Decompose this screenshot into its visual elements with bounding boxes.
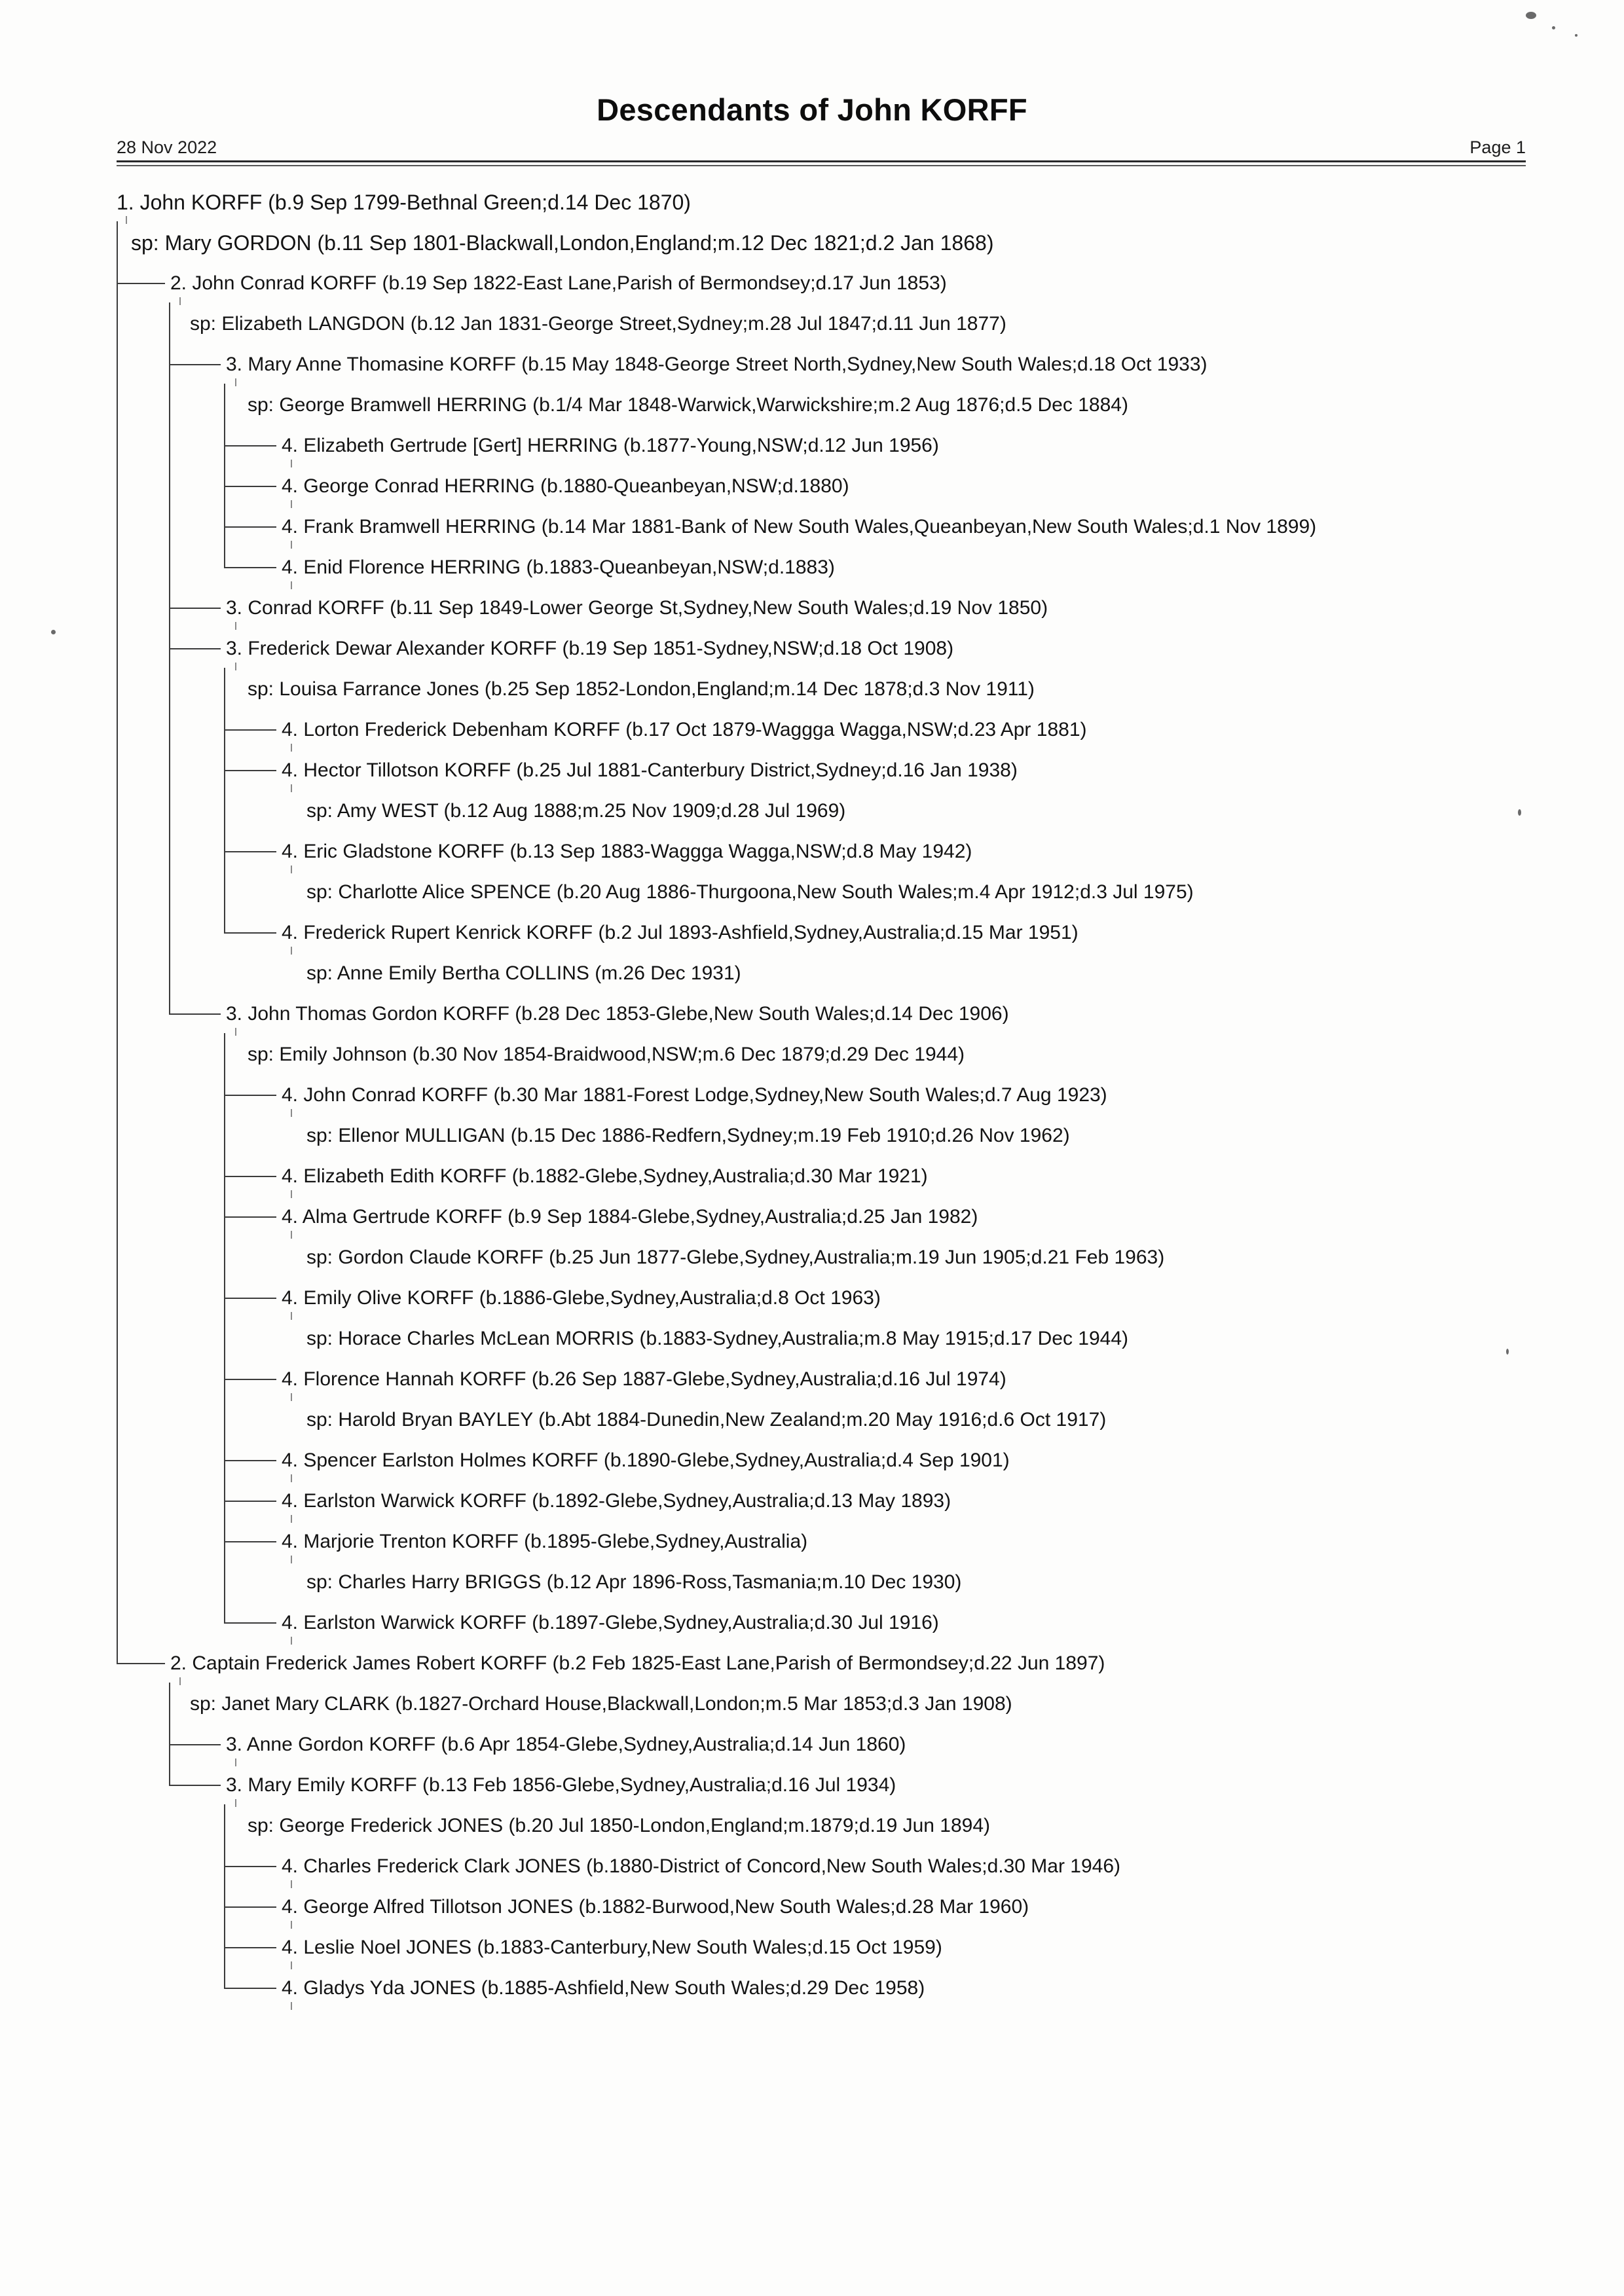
- person-entry: [0, 630, 1624, 670]
- person-entry: [0, 833, 1624, 873]
- entry-label: 3. Frederick Dewar Alexander KORFF (b.19 Sep 1851-Sydney,NSW;d.18 Oct 1908): [226, 638, 954, 659]
- spouse-entry: [0, 670, 1624, 711]
- person-entry: [0, 427, 1624, 467]
- spouse-entry: [0, 1117, 1624, 1157]
- entry-label: 3. John Thomas Gordon KORFF (b.28 Dec 1853-Glebe,New South Wales;d.14 Dec 1906): [226, 1003, 1009, 1025]
- tree-connector-vertical: [169, 1683, 170, 1785]
- tree-connector-vertical: [117, 221, 118, 1663]
- person-entry: [0, 1888, 1624, 1929]
- entry-tick-mark: [291, 1231, 292, 1239]
- tree-connector-vertical: [224, 384, 225, 567]
- entry-label: 4. George Alfred Tillotson JONES (b.1882-Burwood,New South Wales;d.28 Mar 1960): [282, 1896, 1029, 1918]
- tree-connector-tick: [117, 1663, 165, 1664]
- entry-label: 1. John KORFF (b.9 Sep 1799-Bethnal Green;d.14 Dec 1870): [117, 191, 691, 214]
- person-entry: [0, 1279, 1624, 1320]
- tree-connector-tick: [224, 1988, 276, 1989]
- header-divider: [117, 160, 1526, 162]
- tree-connector-tick: [224, 851, 276, 852]
- entry-label: sp: Elizabeth LANGDON (b.12 Jan 1831-George Street,Sydney;m.28 Jul 1847;d.11 Jun 1877): [190, 313, 1006, 335]
- entry-tick-mark: [291, 1556, 292, 1563]
- tree-connector-tick: [224, 526, 276, 528]
- entry-label: sp: Charles Harry BRIGGS (b.12 Apr 1896-Ross,Tasmania;m.10 Dec 1930): [306, 1571, 962, 1593]
- entry-label: sp: George Frederick JONES (b.20 Jul 1850-London,England;m.1879;d.19 Jun 1894): [248, 1815, 991, 1836]
- person-entry: [0, 1726, 1624, 1766]
- entry-label: 4. Leslie Noel JONES (b.1883-Canterbury,New South Wales;d.15 Oct 1959): [282, 1937, 942, 1958]
- header-meta: [117, 137, 1526, 164]
- entry-tick-mark: [291, 1921, 292, 1929]
- entry-label: sp: Emily Johnson (b.30 Nov 1854-Braidwood,NSW;m.6 Dec 1879;d.29 Dec 1944): [248, 1044, 965, 1065]
- person-entry: [0, 1929, 1624, 1969]
- tree-connector-tick: [224, 1460, 276, 1461]
- entry-label: 4. Marjorie Trenton KORFF (b.1895-Glebe,Sydney,Australia): [282, 1531, 808, 1552]
- tree-connector-vertical: [224, 668, 225, 932]
- tree-connector-tick: [169, 648, 221, 649]
- entry-label: 3. Anne Gordon KORFF (b.6 Apr 1854-Glebe,Sydney,Australia;d.14 Jun 1860): [226, 1734, 906, 1755]
- person-entry: [0, 1604, 1624, 1645]
- entry-tick-mark: [291, 1190, 292, 1198]
- tree-connector-vertical: [224, 1804, 225, 1988]
- entry-label: 4. John Conrad KORFF (b.30 Mar 1881-Forest Lodge,Sydney,New South Wales;d.7 Aug 1923): [282, 1084, 1107, 1106]
- entry-tick-mark: [291, 1637, 292, 1645]
- tree-connector-tick: [117, 283, 165, 284]
- spouse-entry: [0, 1563, 1624, 1604]
- tree-connector-tick: [224, 1906, 276, 1908]
- tree-connector-tick: [224, 932, 276, 934]
- person-entry: [0, 346, 1624, 386]
- tree-connector-tick: [224, 1947, 276, 1948]
- entry-tick-mark: [126, 216, 127, 224]
- header-divider-secondary: [117, 165, 1526, 166]
- entry-tick-mark: [235, 622, 236, 630]
- tree-connector-tick: [224, 729, 276, 731]
- person-entry: [0, 1157, 1624, 1198]
- entry-label: sp: Charlotte Alice SPENCE (b.20 Aug 1886-Thurgoona,New South Wales;m.4 Apr 1912;d.3 Jul 1975): [306, 881, 1194, 903]
- entry-tick-mark: [291, 460, 292, 467]
- person-entry: [0, 1360, 1624, 1401]
- scan-speck: [1526, 12, 1536, 19]
- entry-label: 4. George Conrad HERRING (b.1880-Queanbeyan,NSW;d.1880): [282, 475, 849, 497]
- tree-connector-tick: [224, 486, 276, 487]
- entry-label: 4. Frederick Rupert Kenrick KORFF (b.2 Jul 1893-Ashfield,Sydney,Australia;d.15 Mar 1951): [282, 922, 1079, 943]
- person-entry: [0, 508, 1624, 549]
- spouse-entry: [0, 305, 1624, 346]
- entry-tick-mark: [291, 500, 292, 508]
- entry-label: sp: George Bramwell HERRING (b.1/4 Mar 1848-Warwick,Warwickshire;m.2 Aug 1876;d.5 Dec 1884): [248, 394, 1128, 416]
- tree-connector-tick: [224, 1379, 276, 1380]
- person-entry: [0, 914, 1624, 955]
- entry-tick-mark: [235, 1799, 236, 1807]
- entry-label: 2. John Conrad KORFF (b.19 Sep 1822-East Lane,Parish of Bermondsey;d.17 Jun 1853): [170, 272, 947, 294]
- tree-connector-tick: [169, 608, 221, 609]
- entry-label: sp: Anne Emily Bertha COLLINS (m.26 Dec 1931): [306, 962, 741, 984]
- entry-tick-mark: [235, 1758, 236, 1766]
- entry-label: sp: Gordon Claude KORFF (b.25 Jun 1877-Glebe,Sydney,Australia;m.19 Jun 1905;d.21 Feb 1963): [306, 1247, 1165, 1268]
- spouse-entry: [0, 1685, 1624, 1726]
- entry-label: sp: Mary GORDON (b.11 Sep 1801-Blackwall,London,England;m.12 Dec 1821;d.2 Jan 1868): [131, 231, 994, 255]
- person-entry: [0, 1482, 1624, 1523]
- tree-connector-tick: [224, 1622, 276, 1624]
- person-entry: [0, 995, 1624, 1036]
- spouse-entry: [0, 1239, 1624, 1279]
- entry-label: 4. Gladys Yda JONES (b.1885-Ashfield,New South Wales;d.29 Dec 1958): [282, 1977, 925, 1999]
- person-entry: [0, 1766, 1624, 1807]
- entry-tick-mark: [235, 1028, 236, 1036]
- entry-label: 4. Eric Gladstone KORFF (b.13 Sep 1883-Waggga Wagga,NSW;d.8 May 1942): [282, 841, 972, 862]
- entry-label: 4. Emily Olive KORFF (b.1886-Glebe,Sydney,Australia;d.8 Oct 1963): [282, 1287, 881, 1309]
- person-entry: [0, 183, 1624, 224]
- entry-label: 4. Charles Frederick Clark JONES (b.1880-District of Concord,New South Wales;d.30 Mar 1946): [282, 1855, 1121, 1877]
- spouse-entry: [0, 224, 1624, 264]
- entry-label: 4. Hector Tillotson KORFF (b.25 Jul 1881-Canterbury District,Sydney;d.16 Jan 1938): [282, 759, 1018, 781]
- scan-speck: [1575, 34, 1578, 37]
- entry-label: 4. Frank Bramwell HERRING (b.14 Mar 1881-Bank of New South Wales,Queanbeyan,New South Wales;d.1 Nov 1899): [282, 516, 1317, 538]
- entry-tick-mark: [235, 378, 236, 386]
- person-entry: [0, 1848, 1624, 1888]
- scan-speck: [1506, 1349, 1509, 1355]
- tree-connector-tick: [169, 1744, 221, 1745]
- entry-tick-mark: [179, 1677, 181, 1685]
- entry-label: 4. Spencer Earlston Holmes KORFF (b.1890-Glebe,Sydney,Australia;d.4 Sep 1901): [282, 1449, 1010, 1471]
- person-entry: [0, 1969, 1624, 2010]
- entry-tick-mark: [291, 947, 292, 955]
- entry-label: 4. Elizabeth Gertrude [Gert] HERRING (b.1877-Young,NSW;d.12 Jun 1956): [282, 435, 939, 456]
- spouse-entry: [0, 1036, 1624, 1076]
- person-entry: [0, 1523, 1624, 1563]
- entry-label: 4. Alma Gertrude KORFF (b.9 Sep 1884-Glebe,Sydney,Australia;d.25 Jan 1982): [282, 1206, 978, 1228]
- spouse-entry: [0, 955, 1624, 995]
- entry-label: sp: Amy WEST (b.12 Aug 1888;m.25 Nov 1909;d.28 Jul 1969): [306, 800, 846, 822]
- person-entry: [0, 711, 1624, 752]
- entry-label: 4. Florence Hannah KORFF (b.26 Sep 1887-Glebe,Sydney,Australia;d.16 Jul 1974): [282, 1368, 1006, 1390]
- tree-connector-tick: [224, 567, 276, 568]
- entry-tick-mark: [291, 2002, 292, 2010]
- tree-connector-tick: [169, 1785, 221, 1786]
- entry-label: sp: Louisa Farrance Jones (b.25 Sep 1852-London,England;m.14 Dec 1878;d.3 Nov 1911): [248, 678, 1035, 700]
- entry-label: 3. Mary Anne Thomasine KORFF (b.15 May 1848-George Street North,Sydney,New South Wales;d.18 Oct 1933): [226, 354, 1208, 375]
- spouse-entry: [0, 792, 1624, 833]
- entry-label: 4. Earlston Warwick KORFF (b.1897-Glebe,Sydney,Australia;d.30 Jul 1916): [282, 1612, 939, 1633]
- tree-connector-tick: [224, 1501, 276, 1502]
- tree-connector-tick: [224, 1541, 276, 1542]
- entry-tick-mark: [291, 1312, 292, 1320]
- tree-connector-tick: [169, 1013, 221, 1015]
- entry-label: sp: Horace Charles McLean MORRIS (b.1883-Sydney,Australia;m.8 May 1915;d.17 Dec 1944): [306, 1328, 1129, 1349]
- entry-tick-mark: [291, 1474, 292, 1482]
- entry-label: 4. Elizabeth Edith KORFF (b.1882-Glebe,Sydney,Australia;d.30 Mar 1921): [282, 1165, 928, 1187]
- tree-connector-tick: [169, 364, 221, 365]
- tree-connector-tick: [224, 1866, 276, 1867]
- page-title: Descendants of John KORFF: [597, 92, 1027, 127]
- person-entry: [0, 264, 1624, 305]
- entry-tick-mark: [291, 784, 292, 792]
- scan-speck: [1552, 26, 1555, 29]
- scan-speck: [51, 630, 56, 634]
- person-entry: [0, 1076, 1624, 1117]
- tree-connector-tick: [224, 445, 276, 446]
- page-number: Page 1: [1469, 137, 1526, 157]
- entry-tick-mark: [291, 541, 292, 549]
- tree-connector-tick: [224, 1298, 276, 1299]
- person-entry: [0, 1442, 1624, 1482]
- spouse-entry: [0, 1320, 1624, 1360]
- person-entry: [0, 1645, 1624, 1685]
- spouse-entry: [0, 386, 1624, 427]
- entry-label: 2. Captain Frederick James Robert KORFF (b.2 Feb 1825-East Lane,Parish of Bermondsey;d.22 Jun 1897): [170, 1652, 1105, 1674]
- entry-tick-mark: [291, 1393, 292, 1401]
- person-entry: [0, 467, 1624, 508]
- descendant-tree: [0, 183, 1624, 2010]
- entry-tick-mark: [291, 581, 292, 589]
- person-entry: [0, 752, 1624, 792]
- scan-speck: [1518, 809, 1521, 816]
- entry-label: sp: Janet Mary CLARK (b.1827-Orchard House,Blackwall,London;m.5 Mar 1853;d.3 Jan 1908): [190, 1693, 1012, 1715]
- tree-connector-tick: [224, 1176, 276, 1177]
- entry-tick-mark: [179, 297, 181, 305]
- entry-tick-mark: [291, 866, 292, 873]
- tree-connector-tick: [224, 1095, 276, 1096]
- entry-label: 4. Earlston Warwick KORFF (b.1892-Glebe,Sydney,Australia;d.13 May 1893): [282, 1490, 951, 1512]
- tree-connector-tick: [224, 770, 276, 771]
- entry-tick-mark: [291, 1515, 292, 1523]
- entry-label: 4. Lorton Frederick Debenham KORFF (b.17 Oct 1879-Waggga Wagga,NSW;d.23 Apr 1881): [282, 719, 1087, 740]
- entry-tick-mark: [291, 1961, 292, 1969]
- person-entry: [0, 589, 1624, 630]
- entry-label: 3. Mary Emily KORFF (b.13 Feb 1856-Glebe,Sydney,Australia;d.16 Jul 1934): [226, 1774, 896, 1796]
- spouse-entry: [0, 873, 1624, 914]
- entry-label: 3. Conrad KORFF (b.11 Sep 1849-Lower George St,Sydney,New South Wales;d.19 Nov 1850): [226, 597, 1048, 619]
- entry-tick-mark: [291, 1880, 292, 1888]
- person-entry: [0, 549, 1624, 589]
- entry-label: sp: Ellenor MULLIGAN (b.15 Dec 1886-Redfern,Sydney;m.19 Feb 1910;d.26 Nov 1962): [306, 1125, 1070, 1146]
- tree-connector-vertical: [224, 1033, 225, 1622]
- entry-tick-mark: [291, 744, 292, 752]
- spouse-entry: [0, 1401, 1624, 1442]
- entry-tick-mark: [235, 663, 236, 670]
- entry-label: 4. Enid Florence HERRING (b.1883-Queanbeyan,NSW;d.1883): [282, 556, 835, 578]
- person-entry: [0, 1198, 1624, 1239]
- tree-connector-tick: [224, 1216, 276, 1218]
- entry-tick-mark: [291, 1109, 292, 1117]
- spouse-entry: [0, 1807, 1624, 1848]
- entry-label: sp: Harold Bryan BAYLEY (b.Abt 1884-Dunedin,New Zealand;m.20 May 1916;d.6 Oct 1917): [306, 1409, 1107, 1430]
- report-date: 28 Nov 2022: [117, 137, 217, 157]
- tree-connector-vertical: [169, 302, 170, 1013]
